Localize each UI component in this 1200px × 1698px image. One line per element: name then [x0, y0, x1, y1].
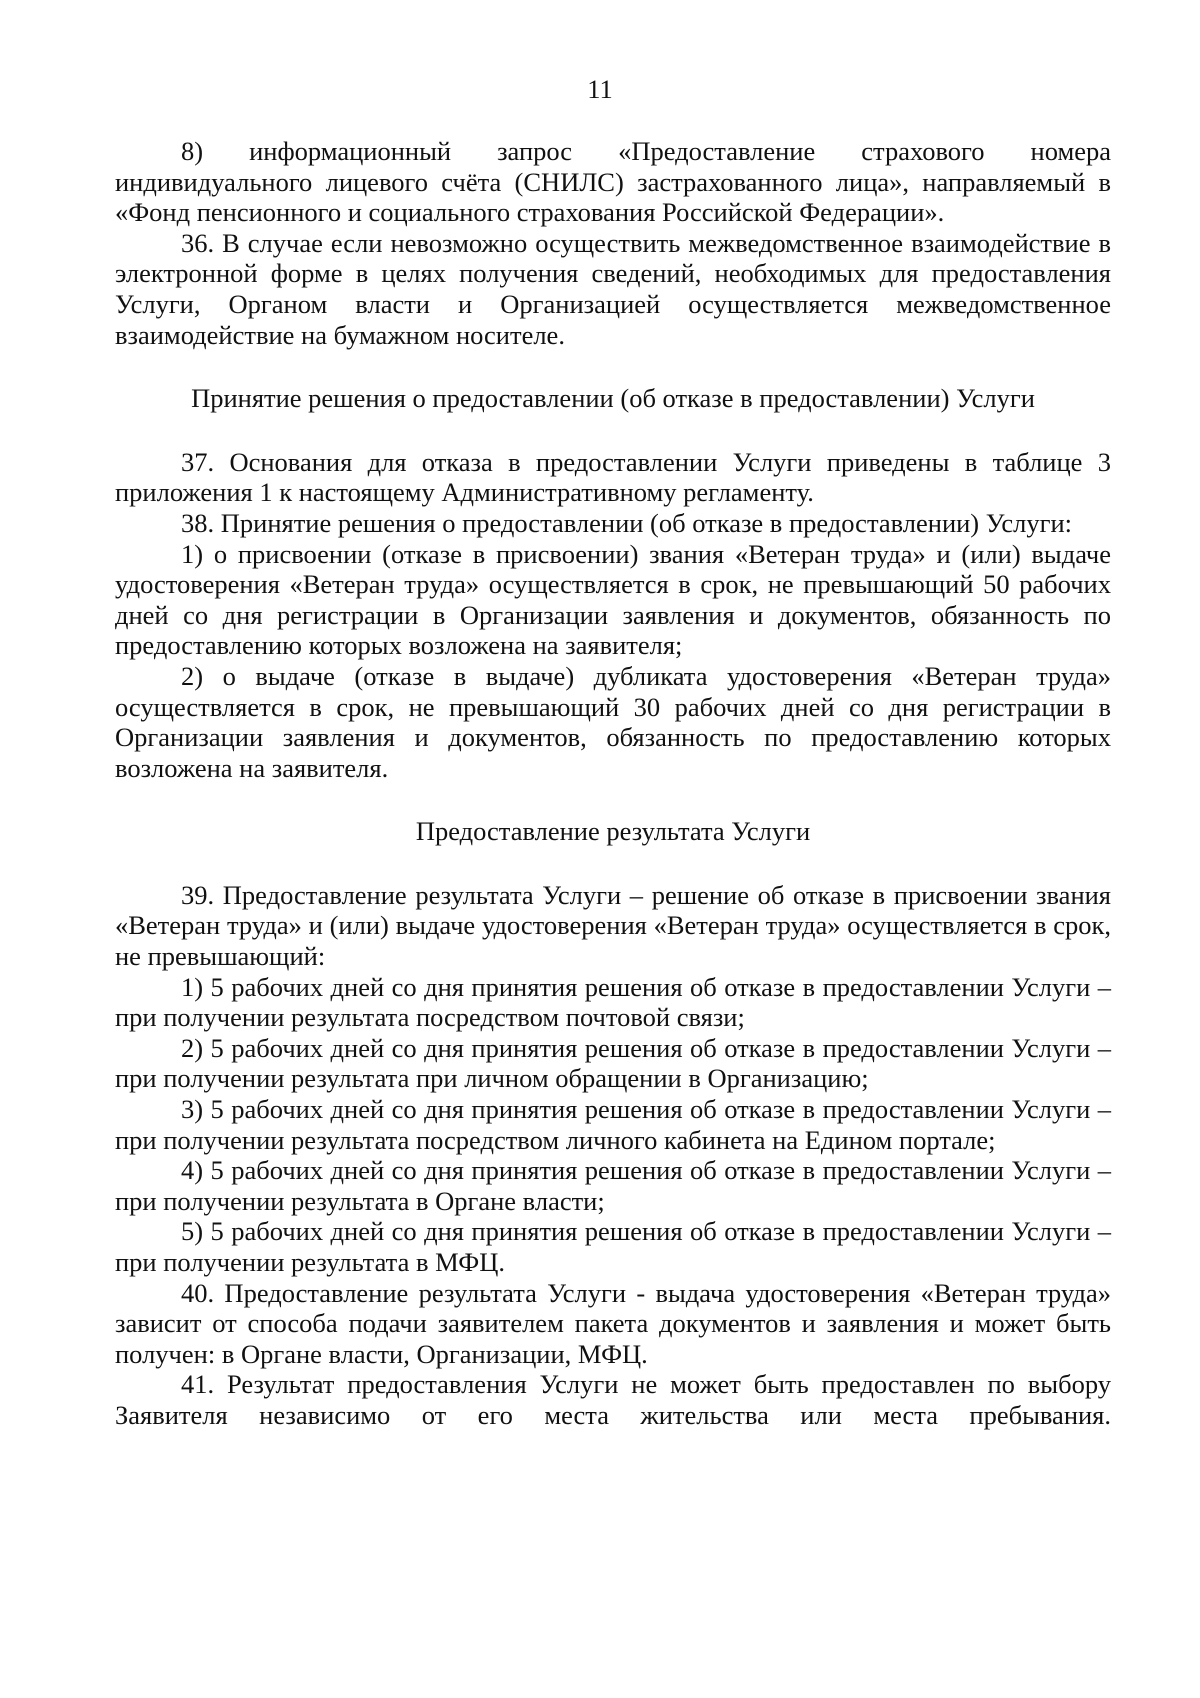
paragraph-38-2: 2) о выдаче (отказе в выдаче) дубликата удостоверения «Ветеран труда» осуществляется в срок, не превышающий 30 рабочих дней со дня регистрации в Организации заявления и документов, обязанность по предоставлению которых возложена на заявителя.	[115, 660, 1111, 783]
paragraph-38: 38. Принятие решения о предоставлении (об отказе в предоставлении) Услуги:	[181, 507, 1072, 538]
paragraph-39-2: 2) 5 рабочих дней со дня принятия решения об отказе в предоставлении Услуги – при получении результата при личном обращении в Организацию;	[115, 1032, 1111, 1094]
paragraph-39: 39. Предоставление результата Услуги – решение об отказе в присвоении звания «Ветеран труда» и (или) выдаче удостоверения «Ветеран труда» осуществляется в срок, не превышающий:	[115, 879, 1111, 972]
paragraph-41: 41. Результат предоставления Услуги не может быть предоставлен по выбору Заявителя независимо от его места жительства или места пребывания.	[115, 1369, 1111, 1430]
paragraph-39-4: 4) 5 рабочих дней со дня принятия решения об отказе в предоставлении Услуги – при получении результата в Органе власти;	[115, 1155, 1111, 1216]
paragraph-8: 8) информационный запрос «Предоставление страхового номера индивидуального лицевого счёта (СНИЛС) застрахованного лица», направляемый в «Фонд пенсионного и социального страхования Российской Федерации».	[115, 136, 1111, 228]
paragraph-37: 37. Основания для отказа в предоставлении Услуги приведены в таблице 3 приложения 1 к настоящему Административному регламенту.	[115, 446, 1111, 508]
section-heading-result: Предоставление результата Услуги	[415, 816, 811, 847]
paragraph-40: 40. Предоставление результата Услуги - выдача удостоверения «Ветеран труда» зависит от способа подачи заявителем пакета документов и заявления и может быть получен: в Органе власти, Организации, МФЦ.	[115, 1277, 1111, 1369]
paragraph-36: 36. В случае если невозможно осуществить межведомственное взаимодействие в электронной форме в целях получения сведений, необходимых для предоставления Услуги, Органом власти и Организацией осуществляется межведомственное взаимодействие на бумажном носителе.	[115, 227, 1111, 350]
document-body	[115, 136, 1111, 1431]
paragraph-39-5: 5) 5 рабочих дней со дня принятия решения об отказе в предоставлении Услуги – при получении результата в МФЦ.	[115, 1216, 1111, 1277]
paragraph-38-1: 1) о присвоении (отказе в присвоении) звания «Ветеран труда» и (или) выдаче удостоверения «Ветеран труда» осуществляется в срок, не превышающий 50 рабочих дней со дня регистрации в Организации заявления и документов, обязанность по предоставлению которых возложена на заявителя;	[115, 538, 1111, 661]
paragraph-39-3: 3) 5 рабочих дней со дня принятия решения об отказе в предоставлении Услуги – при получении результата посредством личного кабинета на Едином портале;	[115, 1094, 1111, 1155]
page-number: 11	[587, 74, 613, 104]
section-heading-decision: Принятие решения о предоставлении (об отказе в предоставлении) Услуги	[191, 383, 1035, 414]
paragraph-39-1: 1) 5 рабочих дней со дня принятия решения об отказе в предоставлении Услуги – при получении результата посредством почтовой связи;	[115, 971, 1111, 1033]
